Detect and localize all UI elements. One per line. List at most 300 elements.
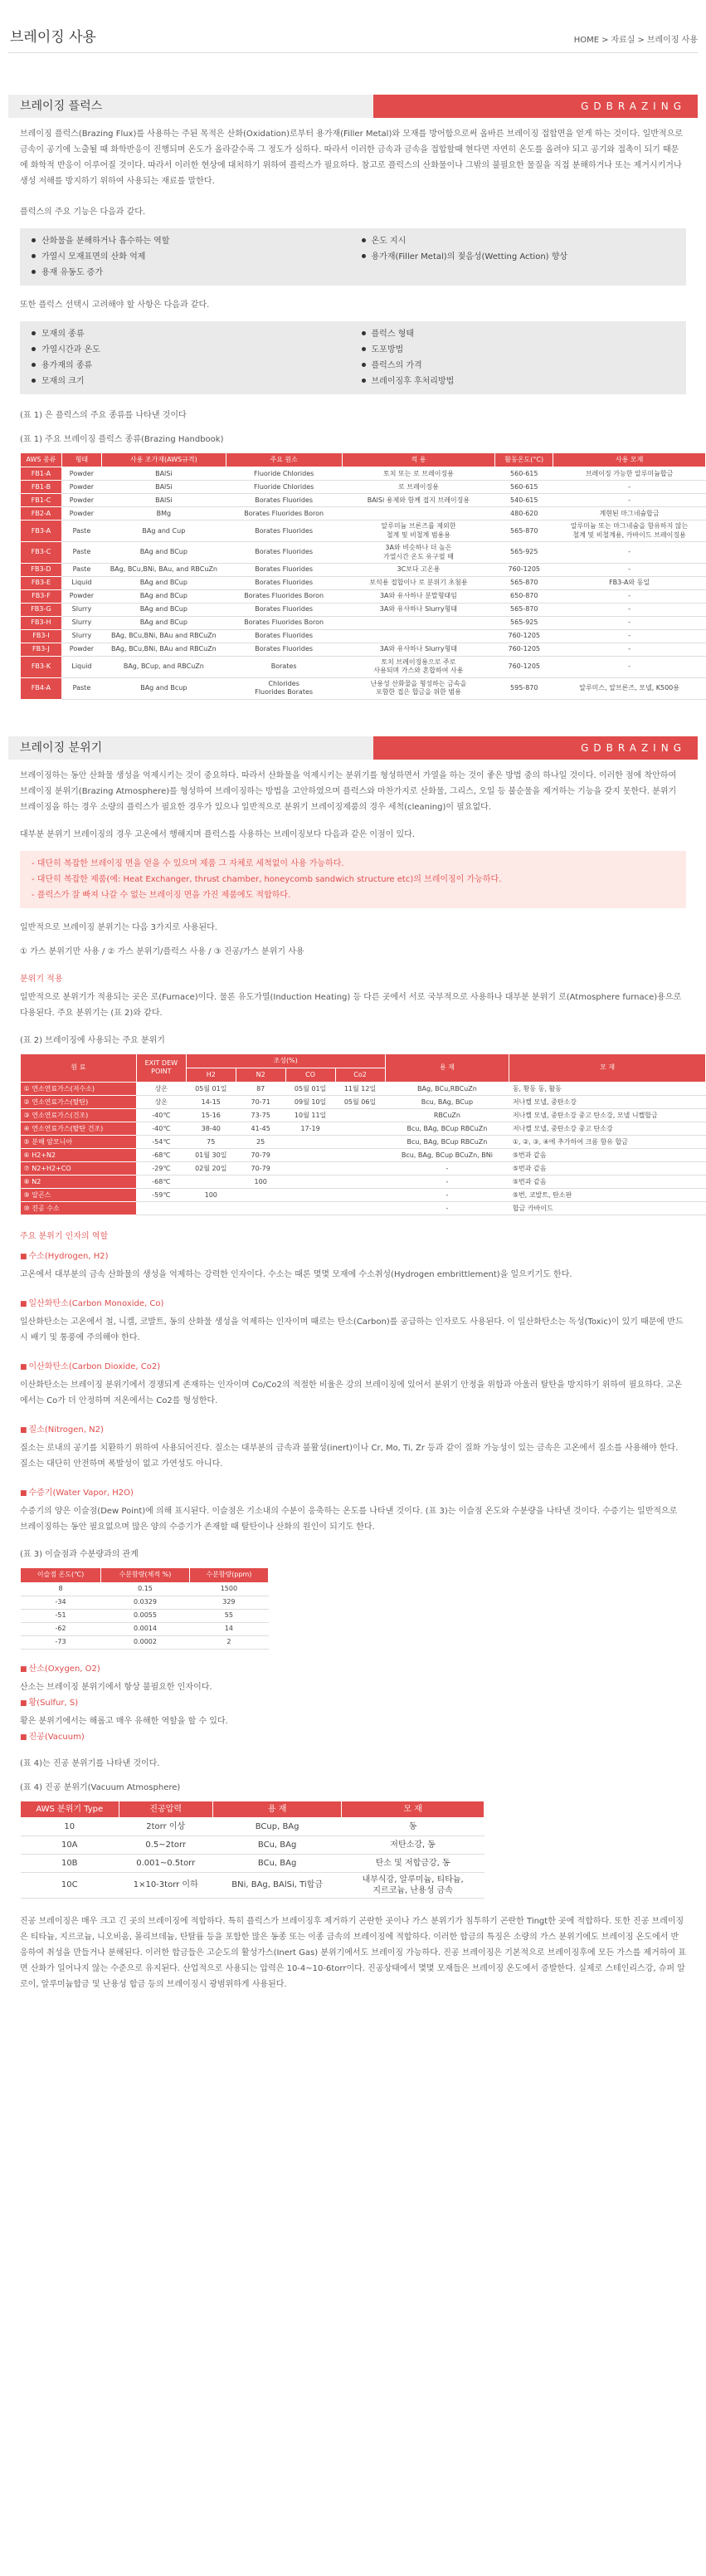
table-cell: FB3-A와 동일 xyxy=(553,576,706,589)
table-cell: -29℃ xyxy=(136,1162,186,1176)
page-title: 브레이징 사용 xyxy=(10,28,96,46)
role-heading: ■ 황(Sulfur, S) xyxy=(20,1697,686,1710)
table-row xyxy=(21,677,706,699)
table-cell: -40℃ xyxy=(136,1109,186,1122)
table-header: 형태 xyxy=(61,453,101,467)
table-cell: -40℃ xyxy=(136,1122,186,1136)
table-cell xyxy=(285,1136,335,1149)
table-cell: 560-615 xyxy=(495,467,553,481)
table-cell xyxy=(285,1162,335,1176)
table-cell: BAg and BCup xyxy=(101,576,226,589)
table-cell: 보석용 접합이나 로 분위기 초첨용 xyxy=(342,576,495,589)
atm-intro2: 대부분 분위기 브레이징의 경우 고온에서 행해지며 플럭스를 사용하는 브레이징보다 다음과 같은 이점이 있다. xyxy=(20,829,416,839)
table-cell: Borates Fluorides xyxy=(226,542,342,564)
table-cell: BAg and BCup xyxy=(101,603,226,616)
table-cell: 760-1205 xyxy=(495,656,553,677)
table-cell: Borates Fluorides xyxy=(226,494,342,507)
table-cell: 05월 01일 xyxy=(186,1083,236,1096)
table-cell: Paste xyxy=(61,563,101,576)
table-cell: Powder xyxy=(61,481,101,494)
table-cell: 합금 카바이드 xyxy=(509,1202,706,1215)
table-cell: 1×10-3torr 이하 xyxy=(119,1872,212,1898)
table-cell: 02월 20일 xyxy=(186,1162,236,1176)
table-cell: 토치 브레이징용으로 주로 사용되며 가스와 혼합하여 사용 xyxy=(342,656,495,677)
table-row xyxy=(21,1136,706,1149)
table-cell: Borates Fluorides xyxy=(226,576,342,589)
table-cell: ⑤ 분해 암모니아 xyxy=(21,1136,137,1149)
table-cell: Powder xyxy=(61,494,101,507)
table-header: 활동온도(°C) xyxy=(495,453,553,467)
table-cell: 상온 xyxy=(136,1096,186,1109)
atm-outro: 진공 브레이징은 매우 크고 긴 곳의 브레이징에 적합하다. 특히 플럭스가 브레이징후 제거하기 곤란한 곳이나 가스 분위기가 침투하기 곤란한 Tingt한 곳에 적합하다. 또한 진공 브레이징은 티타늄, 지르코늄, 니오비움, 몰리브데늄, 탄탈륨 등을 포함한 많은 동종 또는 이종 금속의 브레이징에 적합하다. 이러한 합금의 특징은 소량의 가스 분위기에도 브레이징 온도에서 반응하여 취성을 만들거나 분해된다. 이러한 합금들은 고순도의 활성가스(Inert Gas) 분위기에서도 브레이징 가능하다. 진공 브레이징은 기본적으로 브레이징후에 모든 가스를 제거하여 표면 산화가 일어나지 않는 수준으로 유지된다. 산업적으로 사용되는 압력은 10-4~10-6torr이다. 진공상태에서 몇몇 모재들은 브레이징 온도에서 증발한다. 실제로 스테인리스강, 슈퍼 알로이, 알루미늄합금 및 난용성 합금 등의 브레이징시 광범위하게 사용된다. xyxy=(20,1916,686,1989)
header xyxy=(8,0,698,53)
table-cell xyxy=(335,1176,385,1189)
table-row xyxy=(21,1122,706,1136)
role-heading: ■ 이산화탄소(Carbon Dioxide, Co2) xyxy=(20,1361,686,1374)
table-cell: - xyxy=(553,589,706,603)
table-cell xyxy=(285,1202,335,1215)
table-cell xyxy=(342,507,495,521)
table-cell: 14-15 xyxy=(186,1096,236,1109)
atm-methods: ① 가스 분위기만 사용 / ② 가스 분위기/플럭스 사용 / ③ 진공/가스 분위기 사용 xyxy=(20,946,304,956)
table-cell: 540-615 xyxy=(495,494,553,507)
table-cell: Fluoride Chlorides xyxy=(226,481,342,494)
role-text: 질소는 로내의 공기를 치환하기 위하여 사용되어진다. 질소는 대부분의 금속과 불활성(inert)이나 Cr, Mo, Ti, Zr 등과 같이 질화 가능성이 있는 금속은 고온에서 질소를 사용해야 한다. 질소는 대단히 안전하며 폭발성이 없고 가연성도 아니다. xyxy=(20,1444,679,1469)
table-cell: - xyxy=(553,643,706,656)
table-row xyxy=(21,494,706,507)
table-cell: BAg and BCup xyxy=(101,542,226,564)
section-header-atm xyxy=(8,736,698,760)
table-cell: FB4-A xyxy=(21,677,62,699)
table4-caption: (표 4) 진공 분위기(Vacuum Atmosphere) xyxy=(20,1782,181,1792)
table-header: 조성(%) xyxy=(186,1053,385,1068)
table-cell xyxy=(335,1149,385,1162)
table-cell: 저탄소강, 동 xyxy=(342,1835,484,1854)
table-row xyxy=(21,1109,706,1122)
flux-func-intro: 플럭스의 주요 기능은 다음과 같다. xyxy=(20,208,146,217)
brand-banner: GDBRAZING xyxy=(373,95,698,118)
table-cell: - xyxy=(553,603,706,616)
breadcrumb-current[interactable]: 브레이징 사용 xyxy=(646,36,698,45)
table-cell: BAlSi 용제와 함께 접지 브레이징용 xyxy=(342,494,495,507)
table-row xyxy=(21,1176,706,1189)
table-cell: 난용성 산화물을 형성하는 금속을 포함한 접은 합금을 위한 범용 xyxy=(342,677,495,699)
table-header: N2 xyxy=(236,1068,285,1082)
role-text: 황은 분위기에서는 해롭고 매우 유해한 역할을 할 수 있다. xyxy=(20,1716,228,1726)
table-cell: Borates Fluorides xyxy=(226,603,342,616)
table-cell: BAg, BCup, and RBCuZn xyxy=(101,656,226,677)
table-cell: 41-45 xyxy=(236,1122,285,1136)
table-cell: BAlSi xyxy=(101,481,226,494)
table-cell: ① 연소연료가스(저수소) xyxy=(21,1083,137,1096)
table-cell: 알루미늄 또는 마그네슘을 함유하지 않는 철계 및 비철계용, 카바이드 브레이징용 xyxy=(553,521,706,542)
table-cell: FB3-J xyxy=(21,643,62,656)
table-cell: Borates Fluorides xyxy=(226,629,342,643)
table-cell: Bcu, BAg, BCup xyxy=(385,1096,509,1109)
table-cell: 87 xyxy=(236,1083,285,1096)
list-item: 브레이징후 후처리방법 xyxy=(362,374,675,389)
table-cell: 650-870 xyxy=(495,589,553,603)
table-cell: Fluoride Chlorides xyxy=(226,467,342,481)
table-cell: FB3-A xyxy=(21,521,62,542)
table-cell xyxy=(236,1189,285,1202)
list-item: 도포방법 xyxy=(362,342,675,358)
table-row xyxy=(21,1872,484,1898)
flux-table xyxy=(20,452,706,700)
table-row xyxy=(21,1096,706,1109)
purpose-heading: 분위기 적용 xyxy=(20,974,63,984)
vacuum-table xyxy=(20,1801,484,1899)
table-header: 사용 모재 xyxy=(553,453,706,467)
flux-select-list xyxy=(20,321,686,394)
table-row xyxy=(21,1622,269,1635)
table-cell: RBCuZn xyxy=(385,1109,509,1122)
table-cell: FB3-D xyxy=(21,563,62,576)
table-cell: 0.5~2torr xyxy=(119,1835,212,1854)
breadcrumb-separator: > xyxy=(601,36,609,45)
table-cell: 토치 또는 로 브레이징용 xyxy=(342,467,495,481)
table-header: CO xyxy=(285,1068,335,1082)
table-cell: 05월 06일 xyxy=(335,1096,385,1109)
table-cell: 3A와 비슷하나 더 높은 가열시간 온도 유구필 때 xyxy=(342,542,495,564)
table-cell: - xyxy=(385,1176,509,1189)
table-row xyxy=(21,1149,706,1162)
table-header: 주요 원소 xyxy=(226,453,342,467)
atm-method-intro: 일반적으로 브레이징 분위기는 다음 3가지로 사용된다. xyxy=(20,922,217,932)
role-text: 이산화탄소는 브레이징 분위기에서 경쟁되게 존재하는 인자이며 Co/Co2의 적절한 비율은 강의 브레이징에 있어서 분위기 안정을 위함과 아울러 탈탄을 방지하기 위하여 필요하다. 고온에서는 Co가 더 안정하며 저온에서는 Co2를 형성한다. xyxy=(20,1381,683,1406)
table-cell: 상온 xyxy=(136,1083,186,1096)
table-header: H2 xyxy=(186,1068,236,1082)
table-cell: ①, ②, ③, ④에 추가하여 크롬 함유 합금 xyxy=(509,1136,706,1149)
table4-note: (표 4)는 진공 분위기를 나타낸 것이다. xyxy=(20,1758,160,1768)
table-cell: 0.15 xyxy=(101,1582,190,1596)
table-cell: 알루미늄 브론즈를 제외한 철계 및 비철계 범용용 xyxy=(342,521,495,542)
table-cell: - xyxy=(553,616,706,629)
list-item: 용가재의 종류 xyxy=(32,358,345,374)
table-cell: FB1-A xyxy=(21,467,62,481)
role-text: 고온에서 대부분의 금속 산화물의 생성을 억제하는 강력한 인자이다. 수소는 때론 몇몇 모재에 수소취성(Hydrogen embrittlement)을 일으키기도 한다. xyxy=(20,1270,572,1280)
table-row xyxy=(21,616,706,629)
table-cell: 760-1205 xyxy=(495,563,553,576)
table-cell xyxy=(335,1136,385,1149)
table-header: 진공압력 xyxy=(119,1801,212,1817)
table-cell: BAlSi xyxy=(101,494,226,507)
table-cell: FB3-G xyxy=(21,603,62,616)
table-row xyxy=(21,467,706,481)
table-row xyxy=(21,1854,484,1872)
table-cell: 2torr 이상 xyxy=(119,1817,212,1835)
table-row xyxy=(21,629,706,643)
breadcrumb-separator: > xyxy=(637,36,645,45)
table-cell: Bcu, BAg, BCup RBCuZn xyxy=(385,1136,509,1149)
table-cell: Borates Fluorides Boron xyxy=(226,507,342,521)
table-cell: BAlSi xyxy=(101,467,226,481)
table-cell: ④ 연소연료가스(탈탄 건조) xyxy=(21,1122,137,1136)
role-heading: ■ 진공(Vacuum) xyxy=(20,1731,686,1744)
table-cell: ③ 연소연료가스(건조) xyxy=(21,1109,137,1122)
table-cell: 560-615 xyxy=(495,481,553,494)
table-row xyxy=(21,589,706,603)
table-cell: BCup, BAg xyxy=(212,1817,341,1835)
role-text: 일산화탄소는 고온에서 철, 니켈, 코발트, 동의 산화물 생성을 억제하는 인자이며 때로는 탄소(Carbon)를 공급하는 인자로도 사용된다. 이 일산화탄소는 독성(Toxic)이 있기 때문에 반드시 배기 및 통풍에 주의해야 한다. xyxy=(20,1317,684,1343)
table-cell xyxy=(285,1149,335,1162)
table-row xyxy=(21,1162,706,1176)
table-cell: ⑨ 알곤스 xyxy=(21,1189,137,1202)
table-header: EXIT DEW POINT xyxy=(136,1053,186,1083)
table-row xyxy=(21,1596,269,1609)
table-cell: 계현된 마그네슘합금 xyxy=(553,507,706,521)
table-row xyxy=(21,1817,484,1835)
table-cell: ⑧ N2 xyxy=(21,1176,137,1189)
table-row xyxy=(21,1835,484,1854)
table-cell: 70-79 xyxy=(236,1162,285,1176)
table-cell: 70-71 xyxy=(236,1096,285,1109)
table-header: 수분함량(ppm) xyxy=(189,1568,268,1582)
table-cell: 55 xyxy=(189,1609,268,1622)
table-cell: FB3-F xyxy=(21,589,62,603)
table-cell: Slurry xyxy=(61,629,101,643)
table-cell: ⑩ 진공 수소 xyxy=(21,1202,137,1215)
list-item: 용재 유동도 증가 xyxy=(32,265,345,281)
flux-note: (표 1) 은 플럭스의 주요 종류를 나타낸 것이다 xyxy=(20,411,187,420)
table-cell: 565-870 xyxy=(495,576,553,589)
table-cell: ② 연소연료가스(탈탄) xyxy=(21,1096,137,1109)
table-cell: BAg and BCup xyxy=(101,616,226,629)
table-cell: 565-925 xyxy=(495,542,553,564)
list-item: 용가재(Filler Metal)의 젖음성(Wetting Action) 향상 xyxy=(362,249,675,265)
table-row xyxy=(21,656,706,677)
table-cell: BCu, BAg xyxy=(212,1835,341,1854)
table-cell: - xyxy=(553,629,706,643)
table-cell: 3A와 유사하나 Slurry형태 xyxy=(342,643,495,656)
table-cell: 10A xyxy=(21,1835,119,1854)
table-cell: Slurry xyxy=(61,616,101,629)
table-row xyxy=(21,1635,269,1649)
atmosphere-table xyxy=(20,1053,706,1216)
table-cell: FB2-A xyxy=(21,507,62,521)
table-cell: Borates xyxy=(226,656,342,677)
table-cell: BAg, BCu,RBCuZn xyxy=(385,1083,509,1096)
table-cell xyxy=(285,1189,335,1202)
table-cell xyxy=(335,1162,385,1176)
table-header: 이슬점 온도(℃) xyxy=(21,1568,101,1582)
table-cell: BNi, BAg, BAlSi, Ti합금 xyxy=(212,1872,341,1898)
benefit-item: - 대단히 복잡한 브레이징 면을 얻을 수 있으며 제품 그 자체로 세척없이 사용 가능하다. xyxy=(32,858,344,868)
table-cell: FB3-E xyxy=(21,576,62,589)
table-cell: 저나켈 모넬, 중탄소강 중고 탄소강, 모넬 니켈합금 xyxy=(509,1109,706,1122)
table-cell: 브레이징 가능한 알루미늄합금 xyxy=(553,467,706,481)
flux-function-list xyxy=(20,228,686,286)
table-cell: 8 xyxy=(21,1582,101,1596)
table-cell: - xyxy=(553,481,706,494)
table-cell: 10B xyxy=(21,1854,119,1872)
roles-heading: 주요 분위기 인자의 역할 xyxy=(20,1232,109,1242)
table-cell: 알루미스, 알브론즈, 모넬, K500용 xyxy=(553,677,706,699)
table-cell: FB3-C xyxy=(21,542,62,564)
table-cell: Bcu, BAg, BCup BCuZn, BNi xyxy=(385,1149,509,1162)
table-cell: Paste xyxy=(61,677,101,699)
role-heading: ■ 수소(Hydrogen, H2) xyxy=(20,1250,686,1264)
flux-intro: 브레이징 플럭스(Brazing Flux)를 사용하는 주된 목적은 산화(Oxidation)로부터 용가재(Filler Metal)와 모재를 방어함으로써 올바른 브레이징 접합면을 얻게 하는 것이다. 일반적으로 금속이 공기에 노출될 때 화학반응이 진행되며 온도가 올라갈수록 그 정도가 심하다. 따라서 이러한 금속과 금속을 접합할때 현다면 자연히 온도를 올려야 되고 공기와 접촉이 되기 때문에 화학적 반응이 이루어질 것이다. 따라서 이러한 현상에 대처하기 위하여 플럭스가 필요하다. 참고로 플럭스의 산화물이나 그밖의 불필요한 물질을 직접 분해하거나 또는 제거시키거나 생성 저해를 방지하기 위하여 사용되는 재료를 말한다. xyxy=(20,130,683,186)
list-item: 플럭스 형태 xyxy=(362,326,675,342)
table-cell: - xyxy=(553,563,706,576)
section-title: 브레이징 플럭스 xyxy=(8,95,373,118)
table-cell: 09월 10일 xyxy=(285,1096,335,1109)
table-row xyxy=(21,603,706,616)
table-cell: -34 xyxy=(21,1596,101,1609)
table-cell xyxy=(136,1202,186,1215)
table-cell: 100 xyxy=(186,1189,236,1202)
table-header: 적 용 xyxy=(342,453,495,467)
table-cell xyxy=(186,1176,236,1189)
table-row xyxy=(21,1189,706,1202)
table-cell: 480-620 xyxy=(495,507,553,521)
table-cell: FB3-H xyxy=(21,616,62,629)
table-cell: Borates Fluorides xyxy=(226,643,342,656)
table-cell: 595-870 xyxy=(495,677,553,699)
table-cell: 10C xyxy=(21,1872,119,1898)
table-cell xyxy=(335,1122,385,1136)
table-cell: Chlorides Fluorides Borates xyxy=(226,677,342,699)
table-cell: 동, 황동 동, 활동 xyxy=(509,1083,706,1096)
table-cell: Powder xyxy=(61,467,101,481)
table-cell: - xyxy=(553,656,706,677)
table-header: 용 재 xyxy=(212,1801,341,1817)
table-cell: Borates Fluorides Boron xyxy=(226,589,342,603)
table-cell: -68℃ xyxy=(136,1176,186,1189)
table-cell: 3A와 유사하나 Slurry형태 xyxy=(342,603,495,616)
table-cell: BAg, BCu,BNi, BAu and RBCuZn xyxy=(101,629,226,643)
table-cell: ⑦ N2+H2+CO xyxy=(21,1162,137,1176)
table-cell: -59℃ xyxy=(136,1189,186,1202)
table-cell xyxy=(236,1202,285,1215)
table-header: AWS 분위기 Type xyxy=(21,1801,119,1817)
table-cell: ⑤번과 같음 xyxy=(509,1162,706,1176)
dewpoint-table xyxy=(20,1567,269,1649)
table-cell xyxy=(342,629,495,643)
section-title: 브레이징 분위기 xyxy=(8,736,373,760)
table-cell xyxy=(335,1189,385,1202)
table-cell xyxy=(342,616,495,629)
table-row xyxy=(21,1083,706,1096)
table-cell xyxy=(186,1202,236,1215)
table-cell: Liquid xyxy=(61,656,101,677)
breadcrumb xyxy=(574,34,698,49)
table-cell: 0.0014 xyxy=(101,1622,190,1635)
section-header-flux xyxy=(8,95,698,118)
table-cell: Paste xyxy=(61,542,101,564)
table-row xyxy=(21,542,706,564)
list-item: 플럭스의 가격 xyxy=(362,358,675,374)
table-cell: 70-79 xyxy=(236,1149,285,1162)
table-row xyxy=(21,521,706,542)
table-cell: -68℃ xyxy=(136,1149,186,1162)
table-header: 모 재 xyxy=(342,1801,484,1817)
table-cell: - xyxy=(553,542,706,564)
table-cell: -62 xyxy=(21,1622,101,1635)
list-item: 모재의 크기 xyxy=(32,374,345,389)
benefit-item: - 대단히 복잡한 제품(예: Heat Exchanger, thrust chamber, honeycomb sandwich structure etc)의 브레이징이 가능하다. xyxy=(32,874,502,884)
table-cell: 565-870 xyxy=(495,521,553,542)
table-row xyxy=(21,1609,269,1622)
benefit-item: - 플럭스가 잘 빠져 나갈 수 없는 브레이징 면을 가진 제품에도 적합하다. xyxy=(32,890,291,900)
table-cell: FB3-I xyxy=(21,629,62,643)
table-cell: FB1-B xyxy=(21,481,62,494)
atm-benefits xyxy=(20,851,686,908)
table-cell: -54℃ xyxy=(136,1136,186,1149)
brand-banner: GDBRAZING xyxy=(373,736,698,760)
table-header: 모 재 xyxy=(509,1053,706,1083)
table-cell: 11월 12일 xyxy=(335,1083,385,1096)
breadcrumb-resources[interactable]: 자료실 xyxy=(611,36,635,45)
table-cell: 10월 11일 xyxy=(285,1109,335,1122)
table-cell xyxy=(335,1202,385,1215)
table-cell: -73 xyxy=(21,1635,101,1649)
table-cell: 17-19 xyxy=(285,1122,335,1136)
table-cell: 3C보다 고온용 xyxy=(342,563,495,576)
table-cell: Powder xyxy=(61,643,101,656)
table-header: Co2 xyxy=(335,1068,385,1082)
table-cell: 100 xyxy=(236,1176,285,1189)
role-heading: ■ 질소(Nitrogen, N2) xyxy=(20,1424,686,1437)
table-cell: 05월 01일 xyxy=(285,1083,335,1096)
table-cell: 2 xyxy=(189,1635,268,1649)
table-cell: Liquid xyxy=(61,576,101,589)
roles-list-2 xyxy=(8,1663,698,1744)
list-item: 가열시 모재표면의 산화 억제 xyxy=(32,249,345,265)
table-cell: 01월 30일 xyxy=(186,1149,236,1162)
table-cell: -51 xyxy=(21,1609,101,1622)
table-cell: 760-1205 xyxy=(495,643,553,656)
flux-select-intro: 또한 플럭스 선택시 고려해야 할 사항은 다음과 같다. xyxy=(20,301,210,310)
table-row xyxy=(21,507,706,521)
breadcrumb-home[interactable]: HOME xyxy=(573,36,600,45)
table-row xyxy=(21,643,706,656)
table-cell: BMg xyxy=(101,507,226,521)
table-row xyxy=(21,576,706,589)
table-cell: 저나켈 모넬, 중탄소강 xyxy=(509,1096,706,1109)
table-cell: - xyxy=(385,1162,509,1176)
table-cell: Paste xyxy=(61,521,101,542)
table-cell: 14 xyxy=(189,1622,268,1635)
table-cell: Borates Fluorides xyxy=(226,563,342,576)
table-header: 수분함량(체적 %) xyxy=(101,1568,190,1582)
table-cell: 565-925 xyxy=(495,616,553,629)
table-cell: BAg, BCu,BNi, BAu, and RBCuZn xyxy=(101,563,226,576)
table-cell: Powder xyxy=(61,507,101,521)
table-cell: BAg and Bcup xyxy=(101,677,226,699)
table-cell: 73-75 xyxy=(236,1109,285,1122)
table1-caption: (표 1) 주요 브레이징 플럭스 종류(Brazing Handbook) xyxy=(20,435,224,444)
table-cell: ⑤번과 같음 xyxy=(509,1149,706,1162)
table-cell: 25 xyxy=(236,1136,285,1149)
table-cell: FB3-K xyxy=(21,656,62,677)
table-cell: 75 xyxy=(186,1136,236,1149)
table3-caption: (표 3) 이슬점과 수분량과의 관계 xyxy=(20,1550,139,1560)
list-item: 산화물을 분해하거나 흡수하는 역할 xyxy=(32,233,345,249)
table-header: 사용 조가재(AWS규격) xyxy=(101,453,226,467)
table-row xyxy=(21,481,706,494)
table-cell: Borates Fluorides Boron xyxy=(226,616,342,629)
table-cell: - xyxy=(385,1189,509,1202)
table-cell: 565-870 xyxy=(495,603,553,616)
table-cell: BAg and BCup xyxy=(101,589,226,603)
list-item: 온도 지시 xyxy=(362,233,675,249)
table2-caption: (표 2) 브레이징에 사용되는 주요 분위기 xyxy=(20,1035,165,1045)
table-cell: 10 xyxy=(21,1817,119,1835)
table-cell: Slurry xyxy=(61,603,101,616)
list-item: 모재의 종류 xyxy=(32,326,345,342)
